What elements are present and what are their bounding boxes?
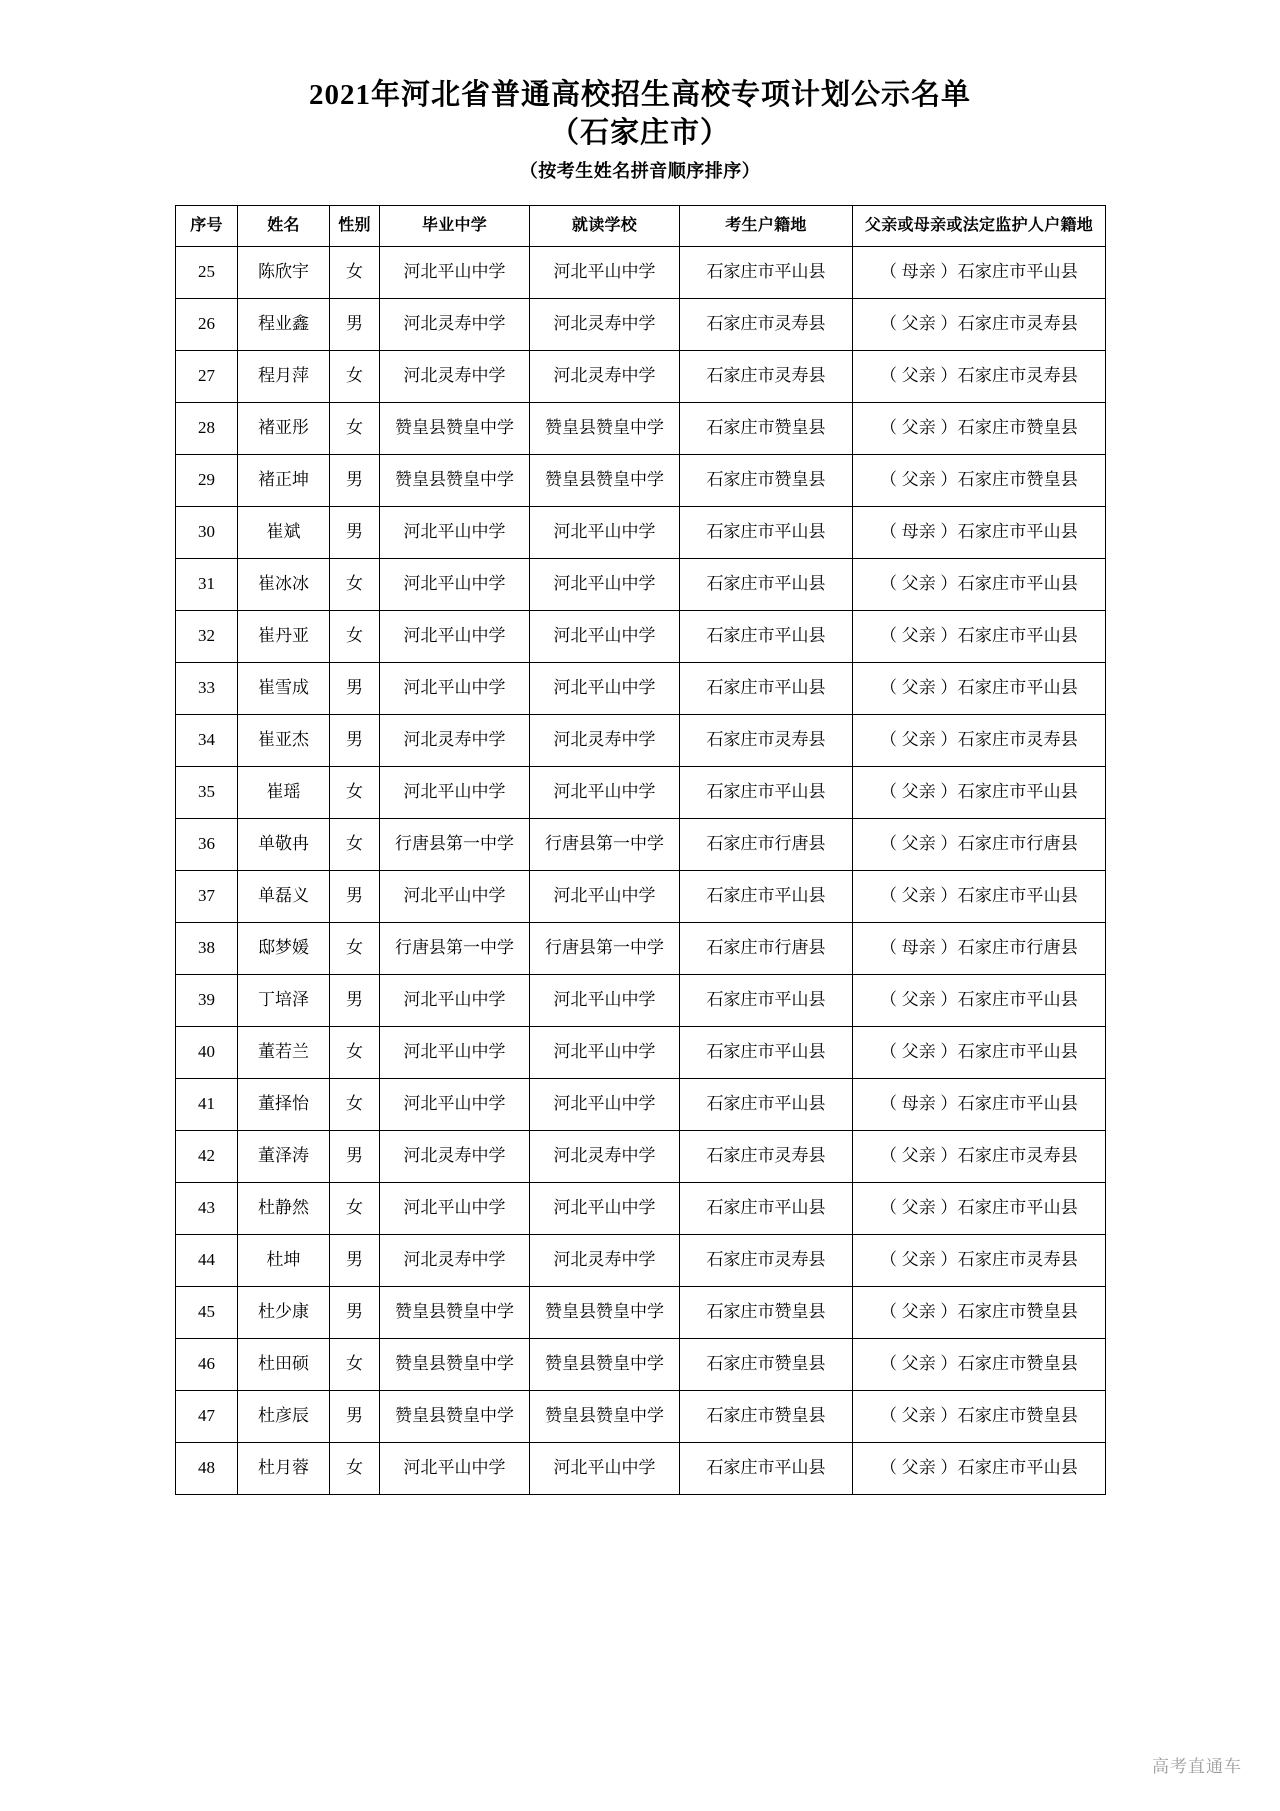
table-row bbox=[176, 1026, 1106, 1078]
cell-gender: 女 bbox=[330, 922, 380, 974]
table-row bbox=[176, 1182, 1106, 1234]
cell-school: 赞皇县赞皇中学 bbox=[530, 1390, 680, 1442]
cell-guardian-residence: （ 父亲 ）石家庄市灵寿县 bbox=[853, 1234, 1106, 1286]
cell-guardian-residence: （ 父亲 ）石家庄市灵寿县 bbox=[853, 350, 1106, 402]
cell-index: 32 bbox=[176, 610, 238, 662]
cell-gender: 女 bbox=[330, 1026, 380, 1078]
cell-index: 31 bbox=[176, 558, 238, 610]
column-header-gender: 性别 bbox=[330, 205, 380, 246]
cell-name: 褚亚彤 bbox=[238, 402, 330, 454]
cell-guardian-residence: （ 母亲 ）石家庄市行唐县 bbox=[853, 922, 1106, 974]
cell-index: 36 bbox=[176, 818, 238, 870]
cell-residence: 石家庄市行唐县 bbox=[680, 922, 853, 974]
cell-gender: 男 bbox=[330, 1390, 380, 1442]
table-row bbox=[176, 766, 1106, 818]
cell-name: 单磊义 bbox=[238, 870, 330, 922]
cell-guardian-residence: （ 父亲 ）石家庄市赞皇县 bbox=[853, 1338, 1106, 1390]
cell-index: 35 bbox=[176, 766, 238, 818]
cell-index: 40 bbox=[176, 1026, 238, 1078]
cell-name: 董择怡 bbox=[238, 1078, 330, 1130]
cell-residence: 石家庄市平山县 bbox=[680, 870, 853, 922]
cell-gender: 男 bbox=[330, 714, 380, 766]
table-row bbox=[176, 558, 1106, 610]
cell-gender: 女 bbox=[330, 402, 380, 454]
cell-name: 崔瑶 bbox=[238, 766, 330, 818]
table-row bbox=[176, 714, 1106, 766]
cell-name: 邸梦媛 bbox=[238, 922, 330, 974]
cell-highschool: 河北平山中学 bbox=[380, 558, 530, 610]
cell-gender: 男 bbox=[330, 1286, 380, 1338]
column-header-school: 就读学校 bbox=[530, 205, 680, 246]
table-row bbox=[176, 662, 1106, 714]
cell-highschool: 河北灵寿中学 bbox=[380, 298, 530, 350]
cell-guardian-residence: （ 母亲 ）石家庄市平山县 bbox=[853, 246, 1106, 298]
table-body bbox=[176, 246, 1106, 1494]
cell-highschool: 河北灵寿中学 bbox=[380, 350, 530, 402]
column-header-guardian-residence: 父亲或母亲或法定监护人户籍地 bbox=[853, 205, 1106, 246]
cell-gender: 女 bbox=[330, 1442, 380, 1494]
table-row bbox=[176, 870, 1106, 922]
cell-highschool: 河北灵寿中学 bbox=[380, 1130, 530, 1182]
cell-highschool: 河北平山中学 bbox=[380, 662, 530, 714]
cell-index: 45 bbox=[176, 1286, 238, 1338]
cell-index: 27 bbox=[176, 350, 238, 402]
cell-gender: 女 bbox=[330, 558, 380, 610]
cell-guardian-residence: （ 父亲 ）石家庄市灵寿县 bbox=[853, 298, 1106, 350]
cell-residence: 石家庄市平山县 bbox=[680, 1026, 853, 1078]
cell-gender: 女 bbox=[330, 610, 380, 662]
cell-highschool: 赞皇县赞皇中学 bbox=[380, 402, 530, 454]
title-block bbox=[0, 0, 1280, 183]
table-row bbox=[176, 818, 1106, 870]
cell-residence: 石家庄市平山县 bbox=[680, 558, 853, 610]
cell-highschool: 河北平山中学 bbox=[380, 610, 530, 662]
table-row bbox=[176, 454, 1106, 506]
cell-name: 崔亚杰 bbox=[238, 714, 330, 766]
cell-residence: 石家庄市平山县 bbox=[680, 662, 853, 714]
cell-name: 董泽涛 bbox=[238, 1130, 330, 1182]
cell-school: 河北灵寿中学 bbox=[530, 1130, 680, 1182]
column-header-highschool: 毕业中学 bbox=[380, 205, 530, 246]
table-row bbox=[176, 974, 1106, 1026]
cell-highschool: 河北平山中学 bbox=[380, 1078, 530, 1130]
cell-residence: 石家庄市灵寿县 bbox=[680, 298, 853, 350]
sort-note: （按考生姓名拼音顺序排序） bbox=[519, 160, 761, 181]
cell-index: 46 bbox=[176, 1338, 238, 1390]
cell-residence: 石家庄市赞皇县 bbox=[680, 1390, 853, 1442]
cell-school: 河北平山中学 bbox=[530, 662, 680, 714]
cell-school: 行唐县第一中学 bbox=[530, 922, 680, 974]
cell-highschool: 河北灵寿中学 bbox=[380, 714, 530, 766]
cell-school: 河北平山中学 bbox=[530, 1078, 680, 1130]
cell-highschool: 行唐县第一中学 bbox=[380, 922, 530, 974]
cell-name: 杜坤 bbox=[238, 1234, 330, 1286]
watermark: 高考直通车 bbox=[1152, 1757, 1242, 1776]
table-row bbox=[176, 298, 1106, 350]
cell-gender: 女 bbox=[330, 818, 380, 870]
cell-residence: 石家庄市平山县 bbox=[680, 1078, 853, 1130]
cell-highschool: 河北平山中学 bbox=[380, 870, 530, 922]
table-row bbox=[176, 1442, 1106, 1494]
cell-guardian-residence: （ 父亲 ）石家庄市平山县 bbox=[853, 1026, 1106, 1078]
cell-guardian-residence: （ 父亲 ）石家庄市灵寿县 bbox=[853, 1130, 1106, 1182]
page-subtitle: （石家庄市） bbox=[549, 117, 730, 150]
column-header-index: 序号 bbox=[176, 205, 238, 246]
cell-gender: 女 bbox=[330, 1338, 380, 1390]
cell-gender: 男 bbox=[330, 870, 380, 922]
cell-name: 杜静然 bbox=[238, 1182, 330, 1234]
cell-index: 39 bbox=[176, 974, 238, 1026]
cell-name: 褚正坤 bbox=[238, 454, 330, 506]
cell-guardian-residence: （ 父亲 ）石家庄市平山县 bbox=[853, 1182, 1106, 1234]
cell-index: 47 bbox=[176, 1390, 238, 1442]
cell-index: 33 bbox=[176, 662, 238, 714]
cell-index: 34 bbox=[176, 714, 238, 766]
cell-residence: 石家庄市灵寿县 bbox=[680, 1130, 853, 1182]
cell-school: 河北灵寿中学 bbox=[530, 714, 680, 766]
cell-guardian-residence: （ 父亲 ）石家庄市灵寿县 bbox=[853, 714, 1106, 766]
cell-school: 赞皇县赞皇中学 bbox=[530, 402, 680, 454]
cell-residence: 石家庄市赞皇县 bbox=[680, 402, 853, 454]
cell-school: 河北平山中学 bbox=[530, 558, 680, 610]
cell-gender: 男 bbox=[330, 506, 380, 558]
cell-name: 陈欣宇 bbox=[238, 246, 330, 298]
cell-name: 崔冰冰 bbox=[238, 558, 330, 610]
cell-school: 河北平山中学 bbox=[530, 506, 680, 558]
cell-highschool: 赞皇县赞皇中学 bbox=[380, 1338, 530, 1390]
column-header-name: 姓名 bbox=[238, 205, 330, 246]
cell-name: 崔斌 bbox=[238, 506, 330, 558]
cell-guardian-residence: （ 父亲 ）石家庄市平山县 bbox=[853, 662, 1106, 714]
cell-residence: 石家庄市行唐县 bbox=[680, 818, 853, 870]
cell-gender: 女 bbox=[330, 766, 380, 818]
cell-gender: 女 bbox=[330, 350, 380, 402]
table-row bbox=[176, 1234, 1106, 1286]
cell-guardian-residence: （ 父亲 ）石家庄市平山县 bbox=[853, 766, 1106, 818]
cell-name: 杜月蓉 bbox=[238, 1442, 330, 1494]
cell-guardian-residence: （ 母亲 ）石家庄市平山县 bbox=[853, 1078, 1106, 1130]
roster-table-container bbox=[175, 205, 1105, 1495]
cell-school: 河北平山中学 bbox=[530, 246, 680, 298]
cell-gender: 男 bbox=[330, 1234, 380, 1286]
cell-name: 单敬冉 bbox=[238, 818, 330, 870]
cell-guardian-residence: （ 父亲 ）石家庄市赞皇县 bbox=[853, 402, 1106, 454]
cell-index: 48 bbox=[176, 1442, 238, 1494]
table-row bbox=[176, 610, 1106, 662]
cell-school: 河北平山中学 bbox=[530, 974, 680, 1026]
cell-name: 杜田硕 bbox=[238, 1338, 330, 1390]
cell-gender: 男 bbox=[330, 454, 380, 506]
cell-gender: 女 bbox=[330, 246, 380, 298]
cell-name: 程月萍 bbox=[238, 350, 330, 402]
table-row bbox=[176, 350, 1106, 402]
cell-highschool: 赞皇县赞皇中学 bbox=[380, 454, 530, 506]
cell-name: 丁培泽 bbox=[238, 974, 330, 1026]
cell-school: 赞皇县赞皇中学 bbox=[530, 454, 680, 506]
cell-gender: 男 bbox=[330, 1130, 380, 1182]
cell-name: 程业鑫 bbox=[238, 298, 330, 350]
table-header-row bbox=[176, 205, 1106, 246]
cell-gender: 女 bbox=[330, 1078, 380, 1130]
cell-residence: 石家庄市平山县 bbox=[680, 506, 853, 558]
cell-index: 43 bbox=[176, 1182, 238, 1234]
roster-table bbox=[175, 205, 1106, 1495]
cell-school: 河北平山中学 bbox=[530, 610, 680, 662]
cell-residence: 石家庄市灵寿县 bbox=[680, 714, 853, 766]
cell-highschool: 河北平山中学 bbox=[380, 246, 530, 298]
cell-residence: 石家庄市平山县 bbox=[680, 766, 853, 818]
cell-highschool: 行唐县第一中学 bbox=[380, 818, 530, 870]
cell-index: 29 bbox=[176, 454, 238, 506]
table-row bbox=[176, 246, 1106, 298]
cell-guardian-residence: （ 父亲 ）石家庄市赞皇县 bbox=[853, 1390, 1106, 1442]
cell-guardian-residence: （ 父亲 ）石家庄市赞皇县 bbox=[853, 454, 1106, 506]
cell-name: 董若兰 bbox=[238, 1026, 330, 1078]
cell-school: 河北灵寿中学 bbox=[530, 298, 680, 350]
cell-gender: 男 bbox=[330, 298, 380, 350]
cell-index: 30 bbox=[176, 506, 238, 558]
column-header-residence: 考生户籍地 bbox=[680, 205, 853, 246]
cell-index: 38 bbox=[176, 922, 238, 974]
cell-guardian-residence: （ 父亲 ）石家庄市平山县 bbox=[853, 610, 1106, 662]
cell-index: 26 bbox=[176, 298, 238, 350]
cell-index: 42 bbox=[176, 1130, 238, 1182]
table-row bbox=[176, 402, 1106, 454]
cell-index: 37 bbox=[176, 870, 238, 922]
cell-highschool: 河北平山中学 bbox=[380, 974, 530, 1026]
cell-highschool: 赞皇县赞皇中学 bbox=[380, 1286, 530, 1338]
cell-residence: 石家庄市灵寿县 bbox=[680, 1234, 853, 1286]
cell-school: 河北平山中学 bbox=[530, 1026, 680, 1078]
cell-highschool: 河北平山中学 bbox=[380, 766, 530, 818]
table-row bbox=[176, 922, 1106, 974]
cell-residence: 石家庄市平山县 bbox=[680, 610, 853, 662]
cell-gender: 男 bbox=[330, 974, 380, 1026]
cell-highschool: 河北平山中学 bbox=[380, 506, 530, 558]
table-row bbox=[176, 1390, 1106, 1442]
cell-residence: 石家庄市灵寿县 bbox=[680, 350, 853, 402]
cell-residence: 石家庄市平山县 bbox=[680, 1442, 853, 1494]
cell-school: 赞皇县赞皇中学 bbox=[530, 1286, 680, 1338]
cell-highschool: 河北灵寿中学 bbox=[380, 1234, 530, 1286]
cell-residence: 石家庄市赞皇县 bbox=[680, 1338, 853, 1390]
cell-highschool: 河北平山中学 bbox=[380, 1026, 530, 1078]
cell-guardian-residence: （ 父亲 ）石家庄市平山县 bbox=[853, 558, 1106, 610]
cell-guardian-residence: （ 父亲 ）石家庄市平山县 bbox=[853, 1442, 1106, 1494]
cell-school: 河北灵寿中学 bbox=[530, 350, 680, 402]
cell-index: 25 bbox=[176, 246, 238, 298]
cell-school: 河北平山中学 bbox=[530, 1182, 680, 1234]
cell-school: 河北平山中学 bbox=[530, 870, 680, 922]
cell-school: 行唐县第一中学 bbox=[530, 818, 680, 870]
cell-residence: 石家庄市平山县 bbox=[680, 974, 853, 1026]
cell-index: 28 bbox=[176, 402, 238, 454]
cell-residence: 石家庄市平山县 bbox=[680, 246, 853, 298]
cell-school: 赞皇县赞皇中学 bbox=[530, 1338, 680, 1390]
cell-residence: 石家庄市赞皇县 bbox=[680, 1286, 853, 1338]
cell-highschool: 河北平山中学 bbox=[380, 1182, 530, 1234]
cell-guardian-residence: （ 母亲 ）石家庄市平山县 bbox=[853, 506, 1106, 558]
cell-guardian-residence: （ 父亲 ）石家庄市平山县 bbox=[853, 870, 1106, 922]
cell-guardian-residence: （ 父亲 ）石家庄市行唐县 bbox=[853, 818, 1106, 870]
cell-index: 44 bbox=[176, 1234, 238, 1286]
cell-school: 河北灵寿中学 bbox=[530, 1234, 680, 1286]
table-row bbox=[176, 1338, 1106, 1390]
cell-guardian-residence: （ 父亲 ）石家庄市平山县 bbox=[853, 974, 1106, 1026]
page-title: 2021年河北省普通高校招生高校专项计划公示名单 bbox=[308, 79, 971, 111]
cell-name: 杜彦辰 bbox=[238, 1390, 330, 1442]
table-row bbox=[176, 1130, 1106, 1182]
cell-name: 崔丹亚 bbox=[238, 610, 330, 662]
table-header bbox=[176, 205, 1106, 246]
table-row bbox=[176, 506, 1106, 558]
cell-residence: 石家庄市平山县 bbox=[680, 1182, 853, 1234]
cell-name: 杜少康 bbox=[238, 1286, 330, 1338]
table-row bbox=[176, 1286, 1106, 1338]
cell-highschool: 赞皇县赞皇中学 bbox=[380, 1390, 530, 1442]
cell-gender: 男 bbox=[330, 662, 380, 714]
table-row bbox=[176, 1078, 1106, 1130]
cell-school: 河北平山中学 bbox=[530, 766, 680, 818]
cell-school: 河北平山中学 bbox=[530, 1442, 680, 1494]
cell-highschool: 河北平山中学 bbox=[380, 1442, 530, 1494]
cell-guardian-residence: （ 父亲 ）石家庄市赞皇县 bbox=[853, 1286, 1106, 1338]
cell-residence: 石家庄市赞皇县 bbox=[680, 454, 853, 506]
cell-index: 41 bbox=[176, 1078, 238, 1130]
cell-gender: 女 bbox=[330, 1182, 380, 1234]
cell-name: 崔雪成 bbox=[238, 662, 330, 714]
